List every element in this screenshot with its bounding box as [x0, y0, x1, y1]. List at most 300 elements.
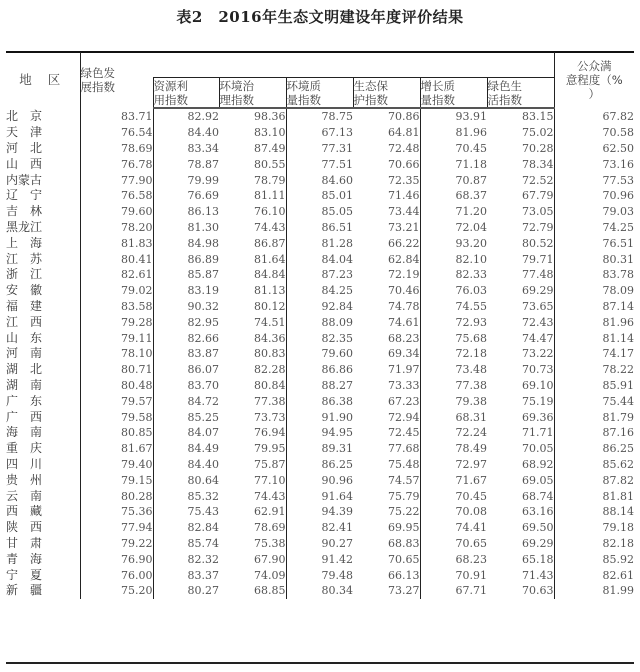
value-cell: 76.58 [80, 188, 153, 204]
value-cell: 72.48 [388, 141, 420, 155]
region-cell: 吉 林 [6, 204, 43, 219]
value-cell: 73.73 [254, 410, 286, 424]
header-text-line: 增长质 [420, 79, 455, 93]
region-cell: 河 南 [6, 346, 43, 361]
value-cell: 85.05 [286, 204, 353, 220]
value-cell: 73.16 [554, 156, 634, 172]
value-cell: 77.38 [254, 394, 286, 408]
value-cell: 75.79 [388, 489, 420, 503]
value-cell: 82.32 [153, 551, 219, 567]
value-cell: 70.65 [420, 536, 487, 552]
value-cell: 94.95 [286, 425, 353, 441]
value-cell: 72.35 [388, 173, 420, 187]
value-cell: 78.75 [286, 108, 353, 125]
table-row [6, 108, 634, 125]
value-cell: 80.52 [522, 236, 554, 250]
value-cell: 85.25 [153, 409, 219, 425]
value-cell: 72.79 [522, 220, 554, 234]
value-cell: 82.84 [153, 520, 219, 536]
value-cell: 75.20 [80, 583, 153, 599]
region-cell: 江 苏 [6, 251, 43, 266]
value-cell: 70.28 [522, 141, 554, 155]
value-cell: 79.99 [153, 172, 219, 188]
value-cell: 72.97 [420, 457, 487, 473]
value-cell: 78.34 [522, 157, 554, 171]
table-row [6, 141, 634, 157]
value-cell: 68.23 [420, 551, 487, 567]
value-cell: 68.23 [388, 331, 420, 345]
table-row [6, 488, 634, 504]
value-cell: 82.95 [153, 314, 219, 330]
value-cell: 76.78 [80, 156, 153, 172]
region-cell: 湖 北 [6, 362, 43, 377]
value-cell: 77.90 [80, 172, 153, 188]
value-cell: 90.32 [153, 299, 219, 315]
value-cell: 81.83 [80, 235, 153, 251]
value-cell: 93.20 [420, 235, 487, 251]
value-cell: 81.96 [420, 125, 487, 141]
value-cell: 84.36 [254, 331, 286, 345]
value-cell: 81.28 [286, 235, 353, 251]
value-cell: 68.92 [522, 457, 554, 471]
value-cell: 87.23 [286, 267, 353, 283]
table-row [6, 472, 634, 488]
value-cell: 70.86 [388, 110, 420, 124]
value-cell: 80.71 [80, 362, 153, 378]
region-cell: 云 南 [6, 488, 43, 503]
value-cell: 70.58 [554, 125, 634, 141]
value-cell: 69.29 [522, 536, 554, 550]
header-text-line: 绿色生 [487, 79, 522, 93]
value-cell: 69.05 [522, 473, 554, 487]
value-cell: 75.43 [153, 504, 219, 520]
value-cell: 74.78 [388, 299, 420, 313]
value-cell: 75.02 [522, 126, 554, 140]
value-cell: 90.27 [286, 536, 353, 552]
region-cell: 安 徽 [6, 283, 43, 298]
table-row [6, 314, 634, 330]
value-cell: 83.37 [153, 567, 219, 583]
table-row [6, 220, 634, 236]
header-text-line: ） [588, 87, 601, 101]
value-cell: 78.69 [254, 521, 286, 535]
value-cell: 63.16 [522, 505, 554, 519]
value-cell: 79.60 [286, 346, 353, 362]
value-cell: 73.65 [522, 299, 554, 313]
value-cell: 72.18 [420, 346, 487, 362]
value-cell: 75.22 [388, 505, 420, 519]
value-cell: 77.48 [522, 268, 554, 282]
value-cell: 85.91 [554, 378, 634, 394]
value-cell: 80.64 [153, 472, 219, 488]
header-green-development-index [80, 52, 153, 108]
region-cell: 青 海 [6, 551, 43, 566]
value-cell: 74.61 [388, 315, 420, 329]
header-text-line: 意程度（% [565, 73, 623, 87]
value-cell: 84.72 [153, 393, 219, 409]
value-cell: 86.51 [286, 220, 353, 236]
value-cell: 88.09 [286, 314, 353, 330]
value-cell: 82.61 [554, 567, 634, 583]
value-cell: 93.91 [420, 108, 487, 125]
value-cell: 80.27 [153, 583, 219, 599]
value-cell: 77.51 [286, 156, 353, 172]
value-cell: 80.48 [80, 378, 153, 394]
header-text-line: 资源利 [153, 79, 188, 93]
header-spacer [153, 52, 554, 78]
value-cell: 80.28 [80, 488, 153, 504]
table-row [6, 283, 634, 299]
table-body [6, 108, 634, 599]
region-cell: 甘 肃 [6, 535, 43, 550]
region-cell: 陕 西 [6, 520, 43, 535]
header-text-line: 生态保 [353, 79, 388, 93]
region-cell: 福 建 [6, 298, 43, 313]
value-cell: 73.44 [388, 205, 420, 219]
table-row [6, 551, 634, 567]
value-cell: 84.84 [254, 268, 286, 282]
value-cell: 70.46 [388, 284, 420, 298]
value-cell: 77.10 [254, 473, 286, 487]
value-cell: 79.02 [80, 283, 153, 299]
value-cell: 75.87 [254, 457, 286, 471]
value-cell: 84.25 [286, 283, 353, 299]
region-cell: 江 西 [6, 314, 43, 329]
value-cell: 64.81 [388, 126, 420, 140]
header-text-line: 量指数 [286, 93, 321, 107]
value-cell: 79.48 [286, 567, 353, 583]
table-row [6, 235, 634, 251]
region-cell: 广 西 [6, 409, 43, 424]
value-cell: 79.40 [80, 457, 153, 473]
value-cell: 81.67 [80, 441, 153, 457]
value-cell: 86.25 [286, 457, 353, 473]
value-cell: 78.69 [80, 141, 153, 157]
table-row [6, 457, 634, 473]
table-row [6, 567, 634, 583]
value-cell: 71.43 [522, 568, 554, 582]
value-cell: 79.71 [522, 252, 554, 266]
value-cell: 80.41 [80, 251, 153, 267]
table-row [6, 425, 634, 441]
value-cell: 76.10 [254, 205, 286, 219]
value-cell: 62.50 [554, 141, 634, 157]
value-cell: 74.43 [254, 489, 286, 503]
table-row [6, 504, 634, 520]
value-cell: 81.64 [254, 252, 286, 266]
value-cell: 78.20 [80, 220, 153, 236]
value-cell: 87.49 [254, 141, 286, 155]
header-text-line: 环境质 [286, 79, 321, 93]
value-cell: 76.51 [554, 235, 634, 251]
value-cell: 70.63 [522, 584, 554, 598]
value-cell: 74.41 [420, 520, 487, 536]
value-cell: 71.46 [388, 189, 420, 203]
value-cell: 66.22 [388, 236, 420, 250]
value-cell: 78.79 [254, 173, 286, 187]
value-cell: 67.13 [286, 125, 353, 141]
value-cell: 71.97 [388, 363, 420, 377]
value-cell: 82.10 [420, 251, 487, 267]
header-text-line: 绿色发 [80, 66, 115, 80]
value-cell: 79.03 [554, 204, 634, 220]
value-cell: 75.38 [254, 536, 286, 550]
value-cell: 68.85 [254, 584, 286, 598]
header-region: 地 区 [19, 72, 67, 87]
region-cell: 新 疆 [6, 583, 43, 598]
value-cell: 80.31 [554, 251, 634, 267]
region-cell: 西 藏 [6, 504, 43, 519]
value-cell: 84.49 [153, 441, 219, 457]
value-cell: 72.93 [420, 314, 487, 330]
value-cell: 82.41 [286, 520, 353, 536]
header-public-satisfaction [554, 52, 634, 108]
value-cell: 65.18 [522, 552, 554, 566]
value-cell: 74.43 [254, 220, 286, 234]
value-cell: 76.69 [153, 188, 219, 204]
value-cell: 70.05 [522, 442, 554, 456]
table-row [6, 125, 634, 141]
value-cell: 82.33 [420, 267, 487, 283]
value-cell: 90.96 [286, 472, 353, 488]
value-cell: 84.07 [153, 425, 219, 441]
value-cell: 83.34 [153, 141, 219, 157]
value-cell: 98.36 [254, 110, 286, 124]
value-cell: 70.65 [388, 552, 420, 566]
value-cell: 67.71 [420, 583, 487, 599]
value-cell: 86.38 [286, 393, 353, 409]
value-cell: 81.30 [153, 220, 219, 236]
region-cell: 贵 州 [6, 472, 43, 487]
value-cell: 86.89 [153, 251, 219, 267]
value-cell: 82.66 [153, 330, 219, 346]
value-cell: 82.18 [554, 536, 634, 552]
header-text-line: 量指数 [420, 93, 455, 107]
value-cell: 81.99 [554, 583, 634, 599]
value-cell: 75.36 [80, 504, 153, 520]
table-row [6, 156, 634, 172]
value-cell: 78.22 [554, 362, 634, 378]
value-cell: 87.14 [554, 299, 634, 315]
value-cell: 68.37 [420, 188, 487, 204]
value-cell: 79.57 [80, 393, 153, 409]
value-cell: 70.45 [420, 141, 487, 157]
value-cell: 82.92 [153, 108, 219, 125]
value-cell: 71.20 [420, 204, 487, 220]
value-cell: 87.16 [554, 425, 634, 441]
value-cell: 81.96 [554, 314, 634, 330]
region-cell: 内蒙古 [6, 172, 43, 187]
value-cell: 78.49 [420, 441, 487, 457]
value-cell: 71.18 [420, 156, 487, 172]
region-cell: 山 东 [6, 330, 43, 345]
value-cell: 67.23 [388, 394, 420, 408]
value-cell: 81.81 [554, 488, 634, 504]
value-cell: 73.27 [388, 584, 420, 598]
value-cell: 80.84 [254, 378, 286, 392]
table-row [6, 362, 634, 378]
value-cell: 80.85 [80, 425, 153, 441]
value-cell: 73.33 [388, 378, 420, 392]
value-cell: 91.64 [286, 488, 353, 504]
region-cell: 黑龙江 [6, 219, 43, 234]
value-cell: 80.83 [254, 347, 286, 361]
value-cell: 69.29 [522, 284, 554, 298]
table-row [6, 267, 634, 283]
value-cell: 83.19 [153, 283, 219, 299]
region-cell: 宁 夏 [6, 567, 43, 582]
value-cell: 87.82 [554, 472, 634, 488]
table-row [6, 520, 634, 536]
value-cell: 83.58 [80, 299, 153, 315]
value-cell: 74.55 [420, 299, 487, 315]
header-text-line: 护指数 [353, 93, 388, 107]
table-row [6, 188, 634, 204]
value-cell: 72.04 [420, 220, 487, 236]
value-cell: 72.94 [388, 410, 420, 424]
value-cell: 72.19 [388, 268, 420, 282]
value-cell: 81.13 [254, 284, 286, 298]
value-cell: 79.58 [80, 409, 153, 425]
value-cell: 77.38 [420, 378, 487, 394]
value-cell: 77.68 [388, 442, 420, 456]
value-cell: 76.00 [80, 567, 153, 583]
value-cell: 80.34 [286, 583, 353, 599]
value-cell: 67.90 [254, 552, 286, 566]
value-cell: 82.61 [80, 267, 153, 283]
header-text-line: 活指数 [487, 93, 522, 107]
evaluation-table [6, 52, 634, 599]
value-cell: 76.94 [254, 426, 286, 440]
value-cell: 83.78 [554, 267, 634, 283]
value-cell: 78.87 [153, 156, 219, 172]
value-cell: 70.45 [420, 488, 487, 504]
value-cell: 76.90 [80, 551, 153, 567]
value-cell: 69.95 [388, 521, 420, 535]
value-cell: 88.27 [286, 378, 353, 394]
value-cell: 86.13 [153, 204, 219, 220]
value-cell: 69.36 [522, 410, 554, 424]
value-cell: 79.38 [420, 393, 487, 409]
value-cell: 71.71 [522, 426, 554, 440]
value-cell: 79.22 [80, 536, 153, 552]
value-cell: 84.04 [286, 251, 353, 267]
value-cell: 86.25 [554, 441, 634, 457]
region-cell: 四 川 [6, 456, 43, 471]
value-cell: 89.31 [286, 441, 353, 457]
value-cell: 62.91 [254, 505, 286, 519]
value-cell: 86.87 [254, 236, 286, 250]
value-cell: 84.40 [153, 457, 219, 473]
value-cell: 70.91 [420, 567, 487, 583]
region-cell: 上 海 [6, 235, 43, 250]
header-environment-quality-index [286, 78, 353, 109]
value-cell: 70.08 [420, 504, 487, 520]
header-environment-governance-index [219, 78, 286, 109]
value-cell: 79.15 [80, 472, 153, 488]
value-cell: 83.70 [153, 378, 219, 394]
table-title: 表2 2016年生态文明建设年度评价结果 [176, 8, 464, 26]
value-cell: 81.14 [554, 330, 634, 346]
value-cell: 85.87 [153, 267, 219, 283]
value-cell: 77.53 [554, 172, 634, 188]
value-cell: 75.48 [388, 457, 420, 471]
value-cell: 71.67 [420, 472, 487, 488]
value-cell: 86.86 [286, 362, 353, 378]
value-cell: 85.74 [153, 536, 219, 552]
table-row [6, 299, 634, 315]
value-cell: 73.48 [420, 362, 487, 378]
value-cell: 68.83 [388, 536, 420, 550]
value-cell: 85.01 [286, 188, 353, 204]
value-cell: 69.10 [522, 378, 554, 392]
value-cell: 83.15 [522, 110, 554, 124]
header-text-line: 环境治 [219, 79, 254, 93]
value-cell: 74.25 [554, 220, 634, 236]
value-cell: 83.87 [153, 346, 219, 362]
value-cell: 80.55 [254, 157, 286, 171]
value-cell: 67.82 [554, 108, 634, 125]
value-cell: 92.84 [286, 299, 353, 315]
value-cell: 70.96 [554, 188, 634, 204]
table-row [6, 536, 634, 552]
value-cell: 75.44 [554, 393, 634, 409]
value-cell: 80.12 [254, 299, 286, 313]
value-cell: 85.62 [554, 457, 634, 473]
value-cell: 69.34 [388, 347, 420, 361]
value-cell: 94.39 [286, 504, 353, 520]
value-cell: 79.11 [80, 330, 153, 346]
value-cell: 72.45 [388, 426, 420, 440]
value-cell: 85.32 [153, 488, 219, 504]
value-cell: 70.73 [522, 363, 554, 377]
table-row [6, 172, 634, 188]
header-text-line: 公众满 [577, 59, 612, 73]
value-cell: 73.21 [388, 220, 420, 234]
region-cell: 河 北 [6, 140, 43, 155]
region-cell: 重 庆 [6, 441, 43, 456]
value-cell: 82.35 [286, 330, 353, 346]
region-cell: 浙 江 [6, 267, 43, 282]
table-row [6, 251, 634, 267]
region-cell: 北 京 [6, 108, 43, 123]
value-cell: 77.94 [80, 520, 153, 536]
value-cell: 79.95 [254, 442, 286, 456]
header-ecological-protection-index [353, 78, 420, 109]
table-row [6, 204, 634, 220]
value-cell: 74.51 [254, 315, 286, 329]
value-cell: 84.60 [286, 172, 353, 188]
value-cell: 82.28 [254, 363, 286, 377]
value-cell: 75.68 [420, 330, 487, 346]
table-row [6, 409, 634, 425]
value-cell: 68.31 [420, 409, 487, 425]
value-cell: 86.07 [153, 362, 219, 378]
value-cell: 69.50 [522, 521, 554, 535]
value-cell: 77.31 [286, 141, 353, 157]
value-cell: 79.60 [80, 204, 153, 220]
value-cell: 83.71 [80, 108, 153, 125]
value-cell: 62.84 [388, 252, 420, 266]
value-cell: 73.22 [522, 347, 554, 361]
header-resource-use-index [153, 78, 219, 109]
value-cell: 67.79 [522, 189, 554, 203]
value-cell: 75.19 [522, 394, 554, 408]
value-cell: 81.79 [554, 409, 634, 425]
value-cell: 79.28 [80, 314, 153, 330]
value-cell: 72.52 [522, 173, 554, 187]
region-cell: 湖 南 [6, 377, 43, 392]
